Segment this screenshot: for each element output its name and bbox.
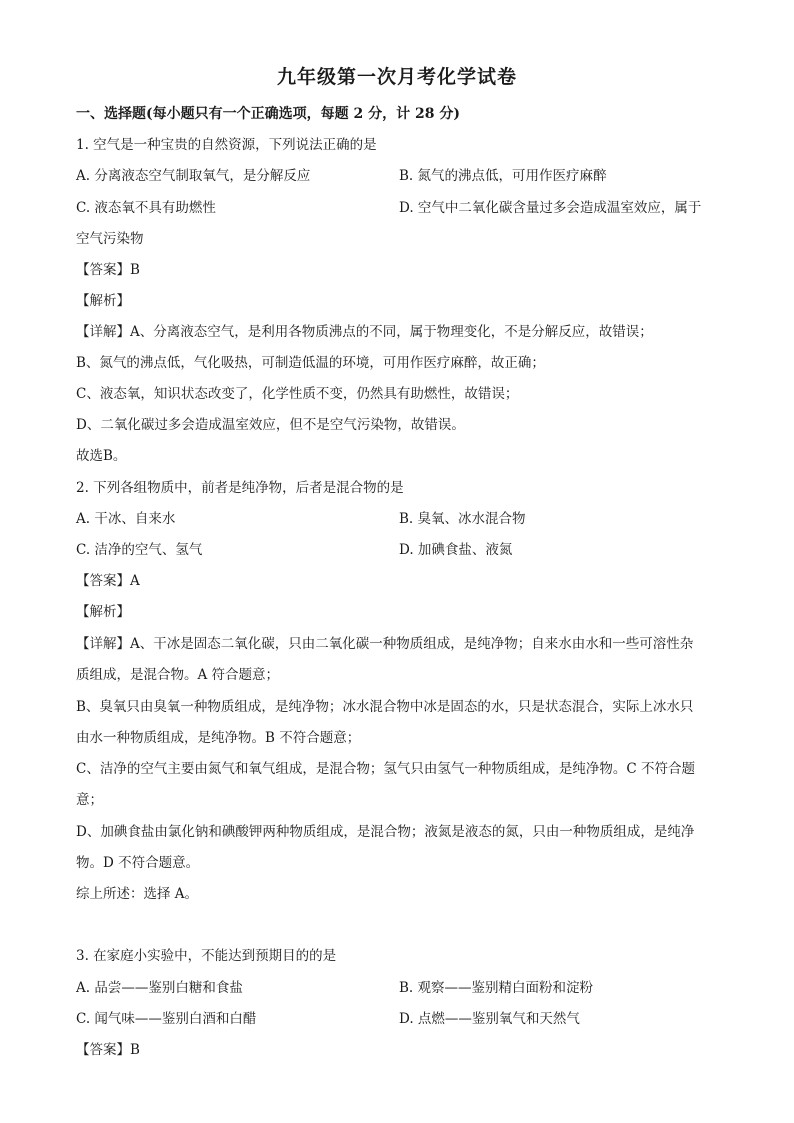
q1-option-d-cont: 空气污染物: [76, 231, 144, 247]
q2-detail-line: 意；: [76, 792, 103, 808]
q1-detail-line: C、液态氧，知识状态改变了，化学性质不变，仍然具有助燃性，故错误；: [76, 386, 519, 402]
q2-detail-line: C、洁净的空气主要由氮气和氧气组成，是混合物；氢气只由氢气一种物质组成，是纯净物。C 不符合题: [76, 761, 695, 777]
question-3-stem: 3. 在家庭小实验中，不能达到预期目的的是: [76, 948, 337, 964]
q2-detail-line: B、臭氧只由臭氧一种物质组成，是纯净物；冰水混合物中冰是固态的水，只是状态混合，实际上冰水只: [76, 699, 694, 715]
q3-option-a: A. 品尝——鉴别白糖和食盐: [76, 980, 243, 996]
q1-option-c: C. 液态氧不具有助燃性: [76, 200, 216, 216]
q2-detail-line: D、加碘食盐由氯化钠和碘酸钾两种物质组成，是混合物；液氮是液态的氮，只由一种物质组成，是纯净: [76, 824, 695, 840]
q2-option-d: D. 加碘食盐、液氮: [399, 542, 513, 558]
q3-option-b: B. 观察——鉴别精白面粉和淀粉: [399, 980, 594, 996]
section-heading: 一、选择题(每小题只有一个正确选项，每题 2 分，计 28 分): [76, 106, 460, 122]
q3-option-c: C. 闻气味——鉴别白酒和白醋: [76, 1011, 257, 1027]
q2-detail-line: 【详解】A、干冰是固态二氧化碳，只由二氧化碳一种物质组成，是纯净物；自来水由水和一些可溶性杂: [76, 636, 694, 652]
q1-detail-line: 【详解】A、分离液态空气，是利用各物质沸点的不同，属于物理变化，不是分解反应，故错误；: [76, 324, 653, 340]
q1-answer: 【答案】B: [76, 262, 140, 278]
q2-option-b: B. 臭氧、冰水混合物: [399, 511, 526, 527]
q1-analysis-label: 【解析】: [76, 293, 130, 309]
q3-option-d: D. 点燃——鉴别氧气和天然气: [399, 1011, 580, 1027]
q2-detail-line: 由水一种物质组成，是纯净物。B 不符合题意；: [76, 730, 361, 746]
q2-detail-line: 物。D 不符合题意。: [76, 855, 200, 871]
q2-conclusion: 综上所述：选择 A。: [76, 886, 199, 902]
question-1-stem: 1. 空气是一种宝贵的自然资源，下列说法正确的是: [76, 137, 377, 153]
q2-option-c: C. 洁净的空气、氢气: [76, 542, 203, 558]
q2-option-a: A. 干冰、自来水: [76, 511, 176, 527]
question-2-stem: 2. 下列各组物质中，前者是纯净物，后者是混合物的是: [76, 480, 404, 496]
q3-answer: 【答案】B: [76, 1042, 140, 1058]
q1-option-b: B. 氮气的沸点低，可用作医疗麻醉: [399, 168, 607, 184]
q2-answer: 【答案】A: [76, 573, 140, 589]
q2-detail-line: 质组成，是混合物。A 符合题意；: [76, 667, 280, 683]
page-title: 九年级第一次月考化学试卷: [276, 66, 517, 88]
q1-detail-line: B、氮气的沸点低，气化吸热，可制造低温的环境，可用作医疗麻醉，故正确；: [76, 355, 545, 371]
q2-analysis-label: 【解析】: [76, 604, 130, 620]
q1-option-d: D. 空气中二氧化碳含量过多会造成温室效应，属于: [399, 200, 702, 216]
q1-detail-line: D、二氧化碳过多会造成温室效应，但不是空气污染物，故错误。: [76, 417, 465, 433]
q1-conclusion: 故选B。: [76, 448, 127, 464]
q1-option-a: A. 分离液态空气制取氧气，是分解反应: [76, 168, 311, 184]
